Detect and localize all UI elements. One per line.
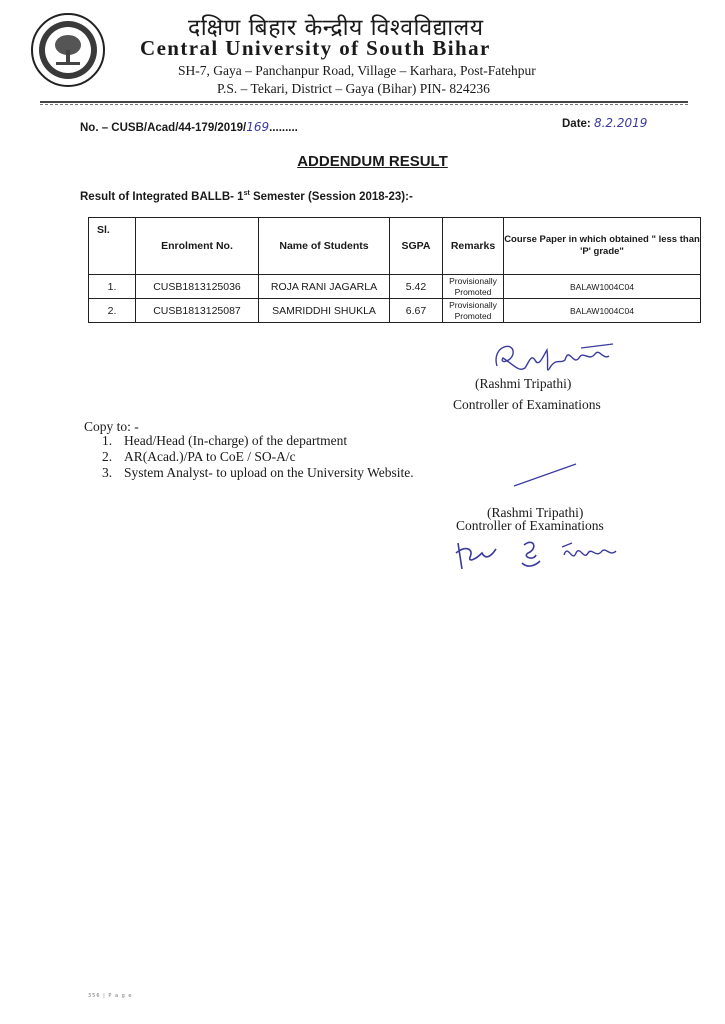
reference-dots: ......... [269, 122, 298, 134]
signatory-designation: Controller of Examinations [453, 397, 601, 412]
date-label: Date: [562, 118, 594, 130]
signature-stroke-image [510, 460, 580, 490]
address-line-1: SH-7, Gaya – Panchanpur Road, Village – Karhara, Post-Fatehpur [178, 63, 536, 78]
result-table [88, 217, 701, 323]
subtitle-suffix: Semester (Session 2018-23):- [249, 190, 413, 203]
document-title-wrapper [0, 153, 725, 170]
subtitle-superscript: st [243, 190, 250, 197]
address-line-2: P.S. – Tekari, District – Gaya (Bihar) PIN- 824236 [217, 81, 490, 96]
cell-remarks [443, 299, 504, 323]
cell-sgpa: 6.67 [390, 299, 443, 323]
result-subtitle [80, 190, 413, 203]
cell-remarks [443, 275, 504, 299]
list-item-text: System Analyst- to upload on the University Website. [124, 465, 414, 480]
table-row [89, 299, 701, 323]
remarks-line-1: Provisionally [449, 299, 497, 310]
date-line [562, 116, 647, 130]
header-sgpa: SGPA [390, 218, 443, 275]
cell-sgpa: 5.42 [390, 275, 443, 299]
header-course: Course Paper in which obtained " less than 'P' grade" [504, 218, 701, 275]
list-item-text: AR(Acad.)/PA to CoE / SO-A/c [124, 449, 296, 464]
header-divider-dashed [40, 104, 688, 105]
cell-enrolment: CUSB1813125036 [136, 275, 259, 299]
table-row [89, 275, 701, 299]
list-item-text: Head/Head (In-charge) of the department [124, 433, 348, 448]
list-item-number: 2. [102, 449, 113, 464]
initials-signatures-image [452, 535, 622, 575]
header-remarks: Remarks [443, 218, 504, 275]
handwritten-number: 169 [246, 120, 270, 134]
university-name-hindi: दक्षिण बिहार केन्द्रीय विश्वविद्यालय [188, 15, 484, 41]
list-item [102, 433, 414, 449]
header-enrolment: Enrolment No. [136, 218, 259, 275]
cell-sl: 1. [89, 275, 136, 299]
list-item-number: 1. [102, 433, 113, 448]
header-divider [40, 101, 688, 103]
remarks-line-2: Promoted [454, 310, 492, 321]
cell-enrolment: CUSB1813125087 [136, 299, 259, 323]
document-title: ADDENDUM RESULT [297, 153, 448, 170]
cell-name: ROJA RANI JAGARLA [259, 275, 390, 299]
reference-number [80, 120, 298, 134]
header-sl: Sl. [89, 218, 136, 275]
reference-label: No. – CUSB/Acad/44-179/2019/ [80, 122, 247, 134]
signatory-name: (Rashmi Tripathi) [475, 376, 572, 391]
remarks-line-1: Provisionally [449, 275, 497, 286]
signatory-name-2: (Rashmi Tripathi) [487, 505, 584, 520]
copy-to-label: Copy to: - [84, 419, 139, 434]
copy-to-list [102, 433, 414, 481]
list-item [102, 449, 414, 465]
subtitle-prefix: Result of Integrated BALLB- 1 [80, 190, 244, 203]
handwritten-date: 8.2.2019 [593, 116, 648, 130]
signature-image [485, 336, 625, 380]
cell-name: SAMRIDDHI SHUKLA [259, 299, 390, 323]
page-footer-mark: 356 | P a g e [88, 993, 133, 999]
university-seal-icon [30, 12, 106, 88]
university-name-english: Central University of South Bihar [140, 36, 491, 60]
list-item-number: 3. [102, 465, 113, 480]
header-name: Name of Students [259, 218, 390, 275]
list-item [102, 465, 414, 481]
signatory-designation-2: Controller of Examinations [456, 518, 604, 533]
cell-course: BALAW1004C04 [504, 299, 701, 323]
remarks-line-2: Promoted [454, 286, 492, 297]
table-header-row [89, 218, 701, 275]
cell-sl: 2. [89, 299, 136, 323]
cell-course: BALAW1004C04 [504, 275, 701, 299]
